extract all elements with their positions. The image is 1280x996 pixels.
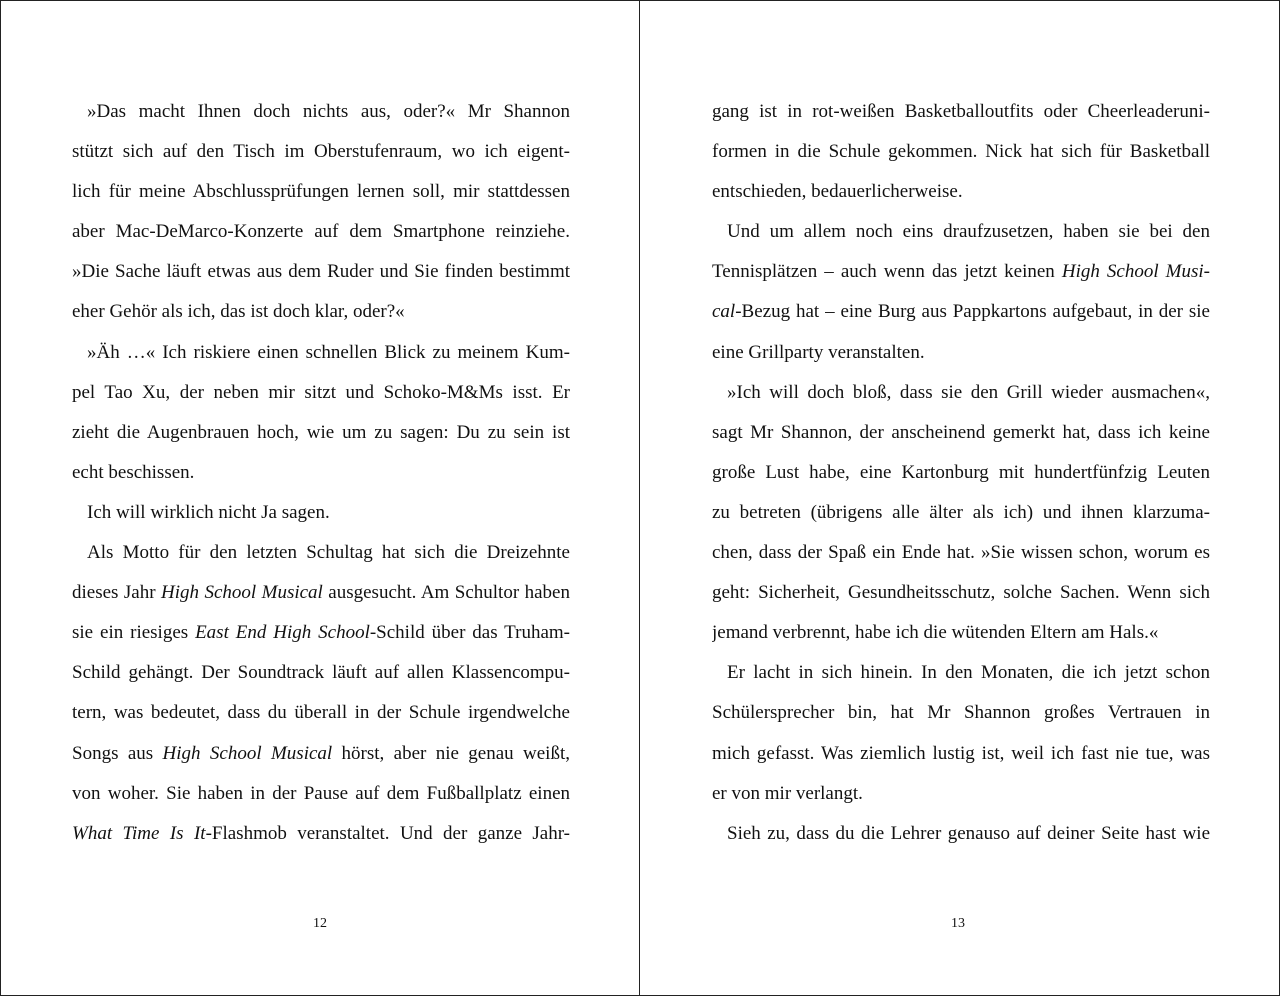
- line-text: -Flashmob veranstaltet. Und der ganze Jahr-: [205, 822, 570, 844]
- line-text: »Ich will doch bloß, dass sie den Grill wieder ausmachen«,: [727, 381, 1210, 403]
- line-text: dieses Jahr: [72, 582, 161, 604]
- text-line: [72, 92, 570, 132]
- line-text: von woher. Sie haben in der Pause auf dem Fußballplatz einen: [72, 782, 570, 804]
- line-text: Schild gehängt. Der Soundtrack läuft auf allen Klassencompu-: [72, 662, 570, 684]
- italic-title-text: High School Musical: [162, 742, 333, 764]
- text-line: [712, 333, 1210, 373]
- text-line: [712, 413, 1210, 453]
- text-line: [72, 292, 570, 332]
- line-text: pel Tao Xu, der neben mir sitzt und Schoko-M&Ms isst. Er: [72, 381, 570, 403]
- text-line: [712, 533, 1210, 573]
- line-text: Er lacht in sich hinein. In den Monaten, die ich jetzt schon: [727, 662, 1210, 684]
- line-text: chen, dass der Spaß ein Ende hat. »Sie wissen schon, worum es: [712, 542, 1210, 564]
- line-text: mich gefasst. Was ziemlich lustig ist, weil ich fast nie tue, was: [712, 742, 1210, 764]
- text-line: [72, 573, 570, 613]
- line-text: Songs aus: [72, 742, 163, 764]
- italic-title-text: What Time Is It: [72, 822, 206, 844]
- text-line: [712, 172, 1210, 212]
- text-line: [712, 292, 1210, 332]
- text-line: [712, 92, 1210, 132]
- text-line: [712, 132, 1210, 172]
- text-line: [712, 373, 1210, 413]
- line-text: hörst, aber nie genau weißt,: [332, 742, 570, 764]
- line-text: »Äh …« Ich riskiere einen schnellen Blick zu meinem Kum-: [87, 341, 570, 363]
- text-line: [72, 252, 570, 292]
- right-page: [640, 0, 1280, 996]
- text-line: [72, 453, 570, 493]
- text-line: [712, 734, 1210, 774]
- line-text: eher Gehör als ich, das ist doch klar, oder?«: [72, 301, 405, 323]
- line-text: er von mir verlangt.: [712, 782, 863, 804]
- text-line: [72, 774, 570, 814]
- text-line: [712, 613, 1210, 653]
- line-text: Und um allem noch eins draufzusetzen, haben sie bei den: [727, 221, 1210, 243]
- text-line: [72, 613, 570, 653]
- text-line: [712, 453, 1210, 493]
- text-line: [72, 814, 570, 854]
- text-line: [72, 373, 570, 413]
- line-text: zu betreten (übrigens alle älter als ich) und ihnen klarzuma-: [712, 501, 1210, 523]
- line-text: eine Grillparty veranstalten.: [712, 341, 925, 363]
- line-text: Schülersprecher bin, hat Mr Shannon großes Vertrauen in: [712, 702, 1210, 724]
- text-line: [712, 653, 1210, 693]
- line-text: stützt sich auf den Tisch im Oberstufenraum, wo ich eigent-: [72, 141, 570, 163]
- right-page-number: 13: [951, 916, 965, 931]
- text-line: [72, 413, 570, 453]
- line-text: zieht die Augenbrauen hoch, wie um zu sagen: Du zu sein ist: [72, 421, 570, 443]
- left-page-number: 12: [313, 916, 327, 931]
- line-text: formen in die Schule gekommen. Nick hat sich für Basketball: [712, 141, 1210, 163]
- text-line: [72, 533, 570, 573]
- line-text: jemand verbrennt, habe ich die wütenden Eltern am Hals.«: [712, 622, 1159, 644]
- line-text: echt beschissen.: [72, 461, 195, 483]
- text-line: [712, 212, 1210, 252]
- italic-title-text: cal: [712, 301, 736, 323]
- text-line: [72, 493, 570, 533]
- line-text: aber Mac-DeMarco-Konzerte auf dem Smartphone reinziehe.: [72, 221, 570, 243]
- line-text: entschieden, bedauerlicherweise.: [712, 181, 963, 203]
- right-page-text: [712, 92, 1210, 854]
- line-text: -Schild über das Truham-: [369, 622, 570, 644]
- text-line: [712, 693, 1210, 733]
- text-line: [72, 693, 570, 733]
- text-line: [72, 172, 570, 212]
- line-text: ausgesucht. Am Schultor haben: [322, 582, 570, 604]
- text-line: [712, 493, 1210, 533]
- line-text: »Die Sache läuft etwas aus dem Ruder und Sie finden bestimmt: [72, 261, 570, 283]
- line-text: »Das macht Ihnen doch nichts aus, oder?« Mr Shannon: [87, 101, 570, 122]
- text-line: [712, 814, 1210, 854]
- text-line: [712, 774, 1210, 814]
- text-line: [72, 653, 570, 693]
- text-line: [72, 333, 570, 373]
- italic-title-text: High School Musi-: [1061, 261, 1210, 283]
- line-text: lich für meine Abschlussprüfungen lernen soll, mir stattdessen: [72, 181, 570, 203]
- line-text: Sieh zu, dass du die Lehrer genauso auf deiner Seite hast wie: [727, 822, 1210, 844]
- text-line: [712, 252, 1210, 292]
- line-text: Ich will wirklich nicht Ja sagen.: [87, 501, 330, 523]
- text-line: [72, 132, 570, 172]
- left-page-text: [72, 92, 570, 854]
- line-text: sagt Mr Shannon, der anscheinend gemerkt hat, dass ich keine: [712, 421, 1210, 443]
- line-text: sie ein riesiges: [72, 622, 196, 644]
- line-text: geht: Sicherheit, Gesundheitsschutz, solche Sachen. Wenn sich: [712, 582, 1210, 604]
- line-text: gang ist in rot-weißen Basketballoutfits oder Cheerleaderuni-: [712, 101, 1210, 122]
- text-line: [72, 734, 570, 774]
- line-text: Tennisplätzen – auch wenn das jetzt keinen: [712, 261, 1062, 283]
- line-text: große Lust habe, eine Kartonburg mit hundertfünfzig Leuten: [712, 461, 1210, 483]
- line-text: tern, was bedeutet, dass du überall in der Schule irgendwelche: [72, 702, 570, 724]
- line-text: Als Motto für den letzten Schultag hat sich die Dreizehnte: [87, 542, 570, 564]
- line-text: -Bezug hat – eine Burg aus Pappkartons aufgebaut, in der sie: [735, 301, 1210, 323]
- text-line: [72, 212, 570, 252]
- italic-title-text: High School Musical: [161, 582, 323, 604]
- text-line: [712, 573, 1210, 613]
- italic-title-text: East End High School: [195, 622, 370, 644]
